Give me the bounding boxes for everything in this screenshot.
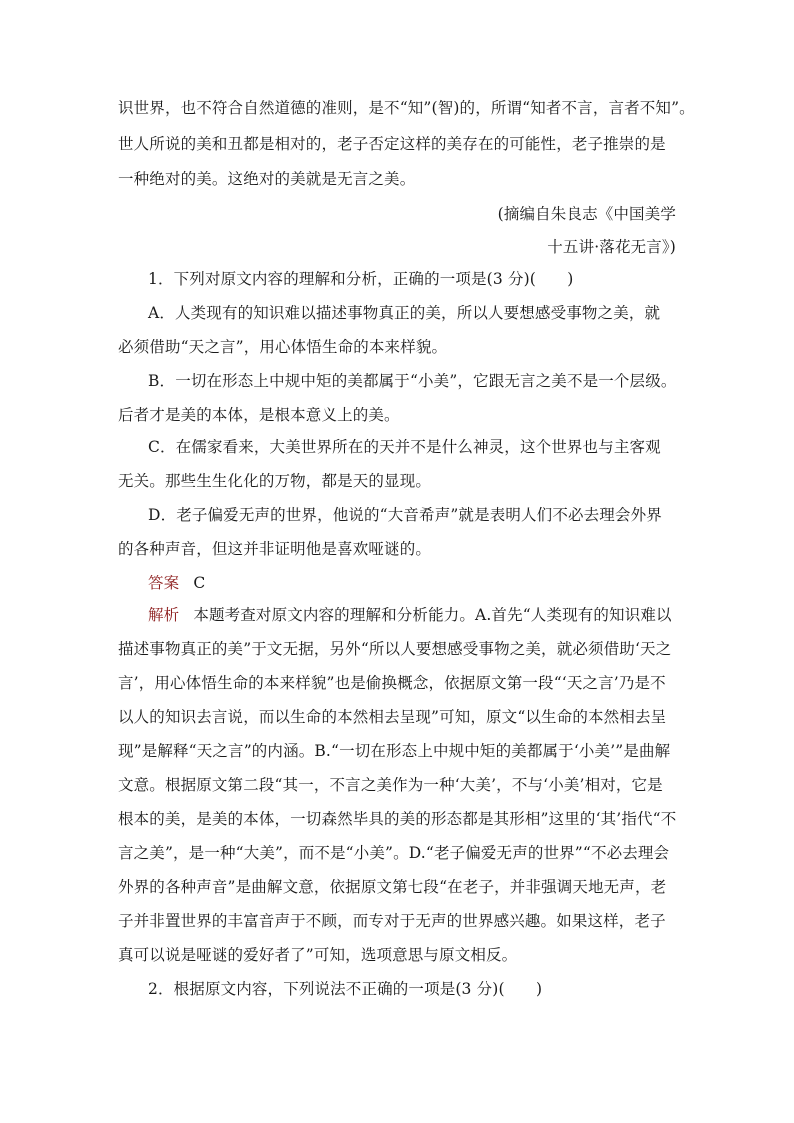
answer-line xyxy=(148,573,205,593)
analysis-line: 文意。根据原文第二段“其一，不言之美作为一种‘大美’，不与‘小美’相对，它是 xyxy=(118,776,663,794)
question-1-stem: 1．下列对原文内容的理解和分析，正确的一项是(3 分)( ) xyxy=(148,270,574,288)
analysis-line: 根本的美，是美的本体，一切森然毕具的美的形态都是其形相”这里的‘其’指代“不 xyxy=(118,810,677,828)
option-a-line: 必须借助“天之言”，用心体悟生命的本来样貌。 xyxy=(118,338,448,356)
analysis-line: 描述事物真正的美”于文无据，另外“所以人要想感受事物之美，就必须借助‘天之 xyxy=(118,640,672,658)
analysis-text: 本题考查对原文内容的理解和分析能力。A.首先“人类现有的知识难以 xyxy=(193,606,672,624)
source-citation-line: (摘编自朱良志《中国美学 xyxy=(497,205,676,223)
option-d-line: D．老子偏爱无声的世界，他说的“大音希声”就是表明人们不必去理会外界 xyxy=(148,506,662,524)
option-b-line: 后者才是美的本体，是根本意义上的美。 xyxy=(118,406,400,424)
passage-line: 识世界，也不符合自然道德的准则，是不“知”(智)的，所谓“知者不言，言者不知”。 xyxy=(118,99,695,117)
analysis-line: 以人的知识去言说，而以生命的本然相去呈现”可知，原文“以生命的本然相去呈 xyxy=(118,708,667,726)
analysis-line: 现”是解释“天之言”的内涵。B.“一切在形态上中规中矩的美都属于‘小美’”是曲解 xyxy=(118,742,671,760)
option-c-line: 无关。那些生生化化的万物，都是天的显现。 xyxy=(118,472,432,490)
analysis-line: 言之美”，是一种“大美”，而不是“小美”。D.“老子偏爱无声的世界”“不必去理会 xyxy=(118,844,670,862)
option-d-line: 的各种声音，但这并非证明他是喜欢哑谜的。 xyxy=(118,540,432,558)
answer-value: C xyxy=(193,574,206,592)
analysis-line: 真可以说是哑谜的爱好者了”可知，选项意思与原文相反。 xyxy=(118,946,518,964)
analysis-line: 外界的各种声音”是曲解文意，依据原文第七段“在老子，并非强调天地无声，老 xyxy=(118,878,667,896)
answer-label: 答案 xyxy=(148,574,180,592)
analysis-line: 言’，用心体悟生命的本来样貌”也是偷换概念，依据原文第一段“‘天之言’乃是不 xyxy=(118,674,666,692)
passage-line: 世人所说的美和丑都是相对的，老子否定这样的美存在的可能性，老子推崇的是 xyxy=(118,135,666,153)
option-b-line: B．一切在形态上中规中矩的美都属于“小美”，它跟无言之美不是一个层级。 xyxy=(148,372,677,390)
analysis-line xyxy=(148,605,672,625)
passage-line: 一种绝对的美。这绝对的美就是无言之美。 xyxy=(118,170,416,188)
option-a-line: A．人类现有的知识难以描述事物真正的美，所以人要想感受事物之美，就 xyxy=(148,304,661,322)
question-2-stem: 2．根据原文内容，下列说法不正确的一项是(3 分)( ) xyxy=(148,980,543,998)
option-c-line: C．在儒家看来，大美世界所在的天并不是什么神灵，这个世界也与主客观 xyxy=(148,438,661,456)
source-citation-line: 十五讲·落花无言》) xyxy=(547,238,676,256)
analysis-label: 解析 xyxy=(148,606,180,624)
analysis-line: 子并非置世界的丰富音声于不顾，而专对于无声的世界感兴趣。如果这样，老子 xyxy=(118,912,666,930)
